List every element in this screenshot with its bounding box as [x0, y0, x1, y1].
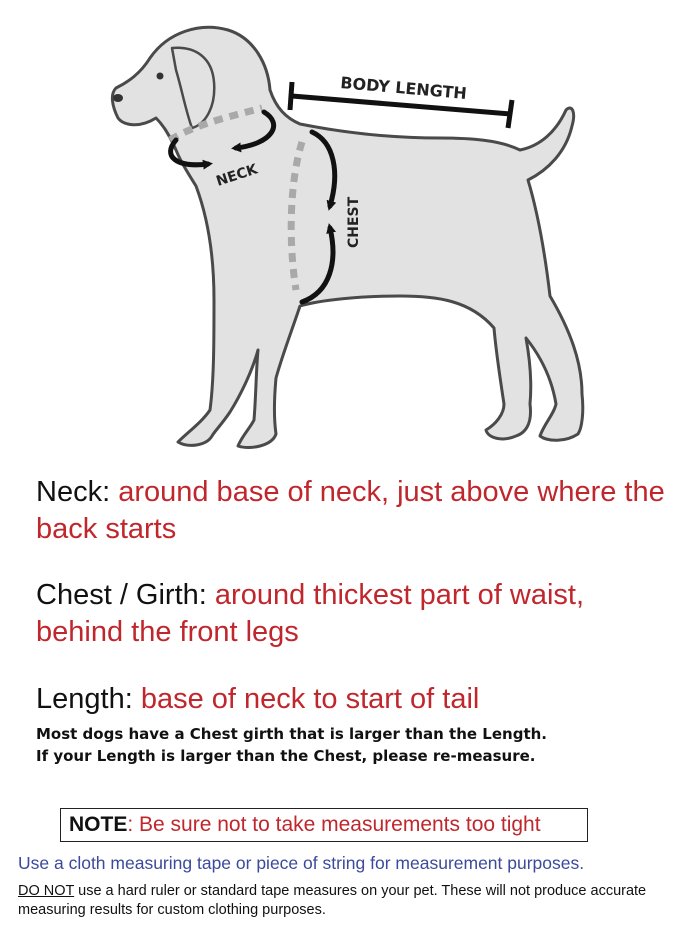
chest-term: Chest / Girth — [36, 579, 199, 611]
warning-text: use a hard ruler or standard tape measures on your pet. These will not produce accurate measuring results for custom clothing purposes. — [18, 883, 647, 918]
neck-term: Neck — [36, 476, 103, 508]
length-description: base of neck to start of tail — [140, 683, 480, 715]
chest-separator: : — [198, 579, 207, 611]
length-note-line-2: If your Length is larger than the Chest, please re-measure. — [36, 747, 536, 765]
body-length-cap-left — [290, 82, 292, 110]
body-length-cap-right — [508, 100, 512, 128]
hard-ruler-warning — [18, 882, 678, 920]
body-length-label: BODY LENGTH — [339, 73, 468, 104]
length-separator: : — [124, 683, 133, 715]
note-text: Be sure not to take measurements too tight — [133, 813, 541, 836]
note-separator: : — [127, 813, 134, 836]
neck-description: around base of neck, just above where the back starts — [36, 476, 665, 545]
chest-label: CHEST — [346, 196, 362, 248]
neck-label: NECK — [214, 161, 260, 190]
length-definition — [36, 681, 676, 718]
dog-eye — [157, 73, 164, 80]
length-note-line-1: Most dogs have a Chest girth that is larger than the Length. — [36, 725, 547, 743]
chest-definition — [36, 577, 676, 651]
warning-emphasis: DO NOT — [18, 883, 75, 899]
body-length-bar — [292, 96, 510, 114]
chest-description: around thickest part of waist, behind the front legs — [36, 579, 585, 648]
dog-measurement-diagram — [0, 0, 688, 462]
neck-definition — [36, 474, 676, 548]
neck-separator: : — [102, 476, 111, 508]
length-term: Length — [36, 683, 125, 715]
note-term: NOTE — [69, 813, 128, 836]
dog-nose — [113, 94, 123, 102]
note-box — [60, 808, 588, 842]
cloth-tape-tip: Use a cloth measuring tape or piece of string for measurement purposes. — [18, 853, 585, 873]
